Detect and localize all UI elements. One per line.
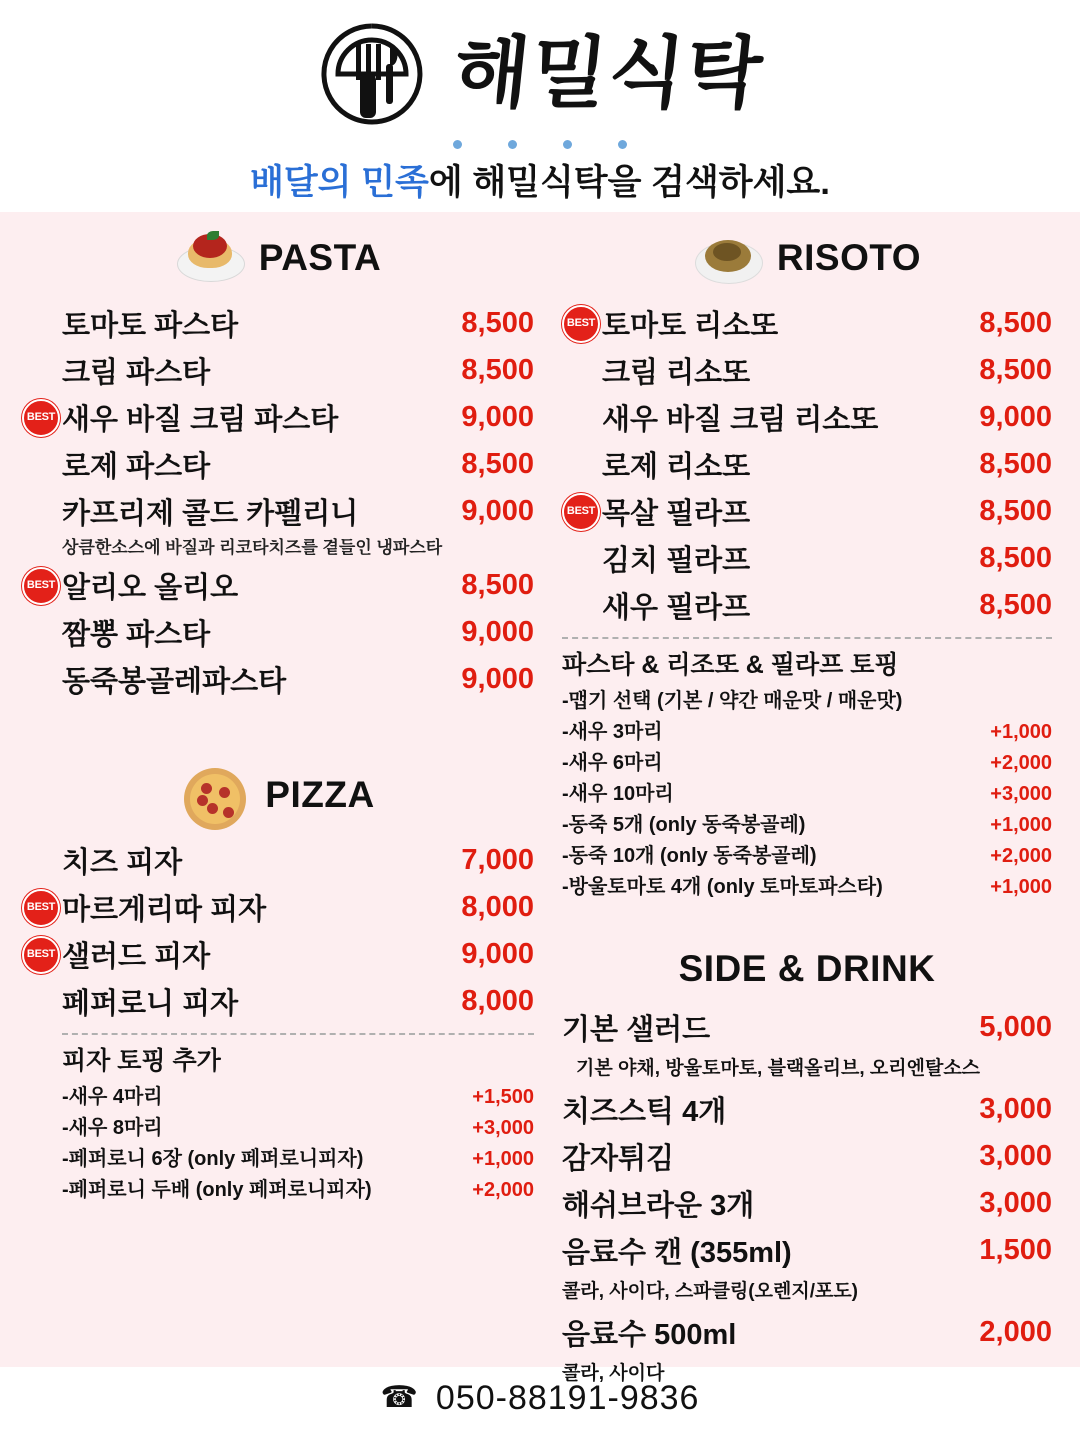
item-name: 치즈스틱 4개 <box>562 1096 727 1128</box>
topping-price: +3,000 <box>472 1117 534 1139</box>
subtitle-rest: 에 해밀식탁을 검색하세요. <box>428 163 830 202</box>
item-description: 기본 야채, 방울토마토, 블랙올리브, 오리엔탈소스 <box>576 1058 981 1079</box>
topping-row <box>62 1141 534 1172</box>
menu-item-row[interactable] <box>22 300 534 347</box>
bowl-fork-spoon-logo-icon <box>316 18 428 130</box>
item-name: 음료수 500ml <box>562 1319 737 1351</box>
item-name: 음료수 캔 (355ml) <box>562 1237 792 1269</box>
topping-name: -맵기 선택 (기본 / 약간 매운맛 / 매운맛) <box>562 690 903 712</box>
topping-name: -동죽 5개 (only 동죽봉골레) <box>562 814 806 836</box>
best-badge: BEST <box>22 567 60 605</box>
item-name: 토마토 리소또 <box>602 310 779 342</box>
menu-item-row[interactable] <box>22 488 534 535</box>
menu-body <box>0 212 1080 1384</box>
decorative-dots <box>0 140 1080 149</box>
telephone-icon: ☎ <box>380 1381 418 1414</box>
topping-row <box>562 745 1052 776</box>
topping-name: -새우 10마리 <box>562 783 674 805</box>
item-price: 9,000 <box>461 663 534 695</box>
menu-item-row[interactable] <box>562 1180 1052 1227</box>
item-name: 해쉬브라운 3개 <box>562 1190 755 1222</box>
best-badge: BEST <box>562 493 600 531</box>
menu-item-row[interactable] <box>22 609 534 656</box>
section-title-pasta: PASTA <box>258 237 382 278</box>
divider <box>562 637 1052 639</box>
badge-slot <box>562 493 602 531</box>
best-badge: BEST <box>562 305 600 343</box>
item-name: 김치 필라프 <box>602 545 751 577</box>
item-name: 감자튀김 <box>562 1143 675 1175</box>
item-name: 새우 필라프 <box>602 592 751 624</box>
topping-name: -방울토마토 4개 (only 토마토파스타) <box>562 876 883 898</box>
item-price: 8,500 <box>461 569 534 601</box>
pizza-icon <box>181 767 251 823</box>
pizza-item-list <box>22 837 534 1025</box>
section-header-pizza <box>22 767 534 823</box>
menu-item-row[interactable] <box>562 1227 1052 1274</box>
item-name: 샐러드 피자 <box>62 941 211 973</box>
section-header-risoto <box>562 230 1052 286</box>
item-price: 3,000 <box>979 1093 1052 1125</box>
menu-item-row[interactable] <box>22 441 534 488</box>
menu-item-row[interactable] <box>22 978 534 1025</box>
item-price: 8,500 <box>979 448 1052 480</box>
topping-price: +1,000 <box>472 1148 534 1170</box>
item-name: 목살 필라프 <box>602 498 751 530</box>
item-price: 9,000 <box>461 938 534 970</box>
menu-item-row[interactable] <box>562 582 1052 629</box>
topping-row <box>562 714 1052 745</box>
menu-item-row[interactable] <box>22 347 534 394</box>
topping-price: +1,000 <box>990 814 1052 836</box>
item-price: 8,500 <box>979 589 1052 621</box>
section-title-risoto: RISOTO <box>776 237 922 278</box>
item-name: 기본 샐러드 <box>562 1014 711 1046</box>
divider <box>62 1033 534 1035</box>
menu-item-row[interactable] <box>562 535 1052 582</box>
item-price: 3,000 <box>979 1140 1052 1172</box>
menu-item-row[interactable] <box>22 656 534 703</box>
item-price: 8,500 <box>461 354 534 386</box>
menu-columns <box>0 224 1080 1391</box>
item-price: 9,000 <box>979 401 1052 433</box>
item-description: 상큼한소스에 바질과 리코타치즈를 곁들인 냉파스타 <box>62 538 443 557</box>
badge-slot <box>22 889 62 927</box>
pasta-dish-icon <box>175 230 245 286</box>
menu-item-row[interactable] <box>22 837 534 884</box>
pasta-item-list <box>22 300 534 703</box>
item-price: 1,500 <box>979 1234 1052 1266</box>
topping-price: +3,000 <box>990 783 1052 805</box>
item-name: 마르게리따 피자 <box>62 894 267 926</box>
topping-price: +2,000 <box>990 752 1052 774</box>
section-header-side-drink <box>562 948 1052 990</box>
item-price: 2,000 <box>979 1316 1052 1348</box>
topping-name: -동죽 10개 (only 동죽봉골레) <box>562 845 817 867</box>
topping-row <box>562 838 1052 869</box>
topping-price: +1,500 <box>472 1086 534 1108</box>
badge-slot <box>22 399 62 437</box>
topping-price: +1,000 <box>990 876 1052 898</box>
section-title-side-drink: SIDE & DRINK <box>678 948 936 989</box>
item-price: 3,000 <box>979 1187 1052 1219</box>
menu-item-row[interactable] <box>562 394 1052 441</box>
side-drink-item-list <box>562 1004 1052 1385</box>
topping-row <box>562 807 1052 838</box>
item-name: 동죽봉골레파스타 <box>62 666 287 698</box>
item-price: 8,500 <box>979 307 1052 339</box>
item-price: 7,000 <box>461 844 534 876</box>
item-price: 8,500 <box>461 448 534 480</box>
topping-row <box>562 869 1052 900</box>
right-column <box>552 224 1080 1391</box>
item-description: 콜라, 사이다 <box>562 1363 665 1384</box>
menu-item-row[interactable] <box>22 931 534 978</box>
item-name: 새우 바질 크림 파스타 <box>62 404 339 436</box>
item-price: 9,000 <box>461 495 534 527</box>
badge-slot <box>22 936 62 974</box>
item-price: 8,000 <box>461 891 534 923</box>
badge-slot <box>562 305 602 343</box>
menu-item-row[interactable] <box>22 394 534 441</box>
phone-number[interactable]: 050-88191-9836 <box>435 1378 700 1417</box>
menu-item-row[interactable] <box>562 441 1052 488</box>
section-title-pizza: PIZZA <box>265 774 375 815</box>
menu-item-row[interactable] <box>562 1133 1052 1180</box>
item-name: 페퍼로니 피자 <box>62 988 239 1020</box>
item-name: 로제 파스타 <box>62 451 211 483</box>
item-price: 8,500 <box>461 307 534 339</box>
item-name: 새우 바질 크림 리소또 <box>602 404 879 436</box>
pasta-risoto-topping-block <box>562 645 1052 900</box>
topping-name: -새우 3마리 <box>562 721 663 743</box>
item-name: 토마토 파스타 <box>62 310 239 342</box>
menu-item-row[interactable] <box>562 300 1052 347</box>
menu-item-row[interactable] <box>562 1309 1052 1356</box>
section-header-pasta <box>22 230 534 286</box>
brand-row <box>0 18 1080 130</box>
topping-title: 피자 토핑 추가 <box>62 1047 221 1075</box>
topping-name: -새우 8마리 <box>62 1117 163 1139</box>
topping-price: +2,000 <box>472 1179 534 1201</box>
risotto-dish-icon <box>693 230 763 286</box>
item-name: 크림 파스타 <box>62 357 211 389</box>
item-price: 9,000 <box>461 616 534 648</box>
topping-row <box>562 683 1052 714</box>
item-name: 알리오 올리오 <box>62 572 239 604</box>
topping-row <box>62 1110 534 1141</box>
item-name: 짬뽕 파스타 <box>62 619 211 651</box>
menu-item-row[interactable] <box>22 884 534 931</box>
best-badge: BEST <box>22 889 60 927</box>
item-price: 8,500 <box>979 495 1052 527</box>
topping-title: 파스타 & 리조또 & 필라프 토핑 <box>562 651 899 679</box>
menu-item-row[interactable] <box>562 488 1052 535</box>
topping-price: +1,000 <box>990 721 1052 743</box>
subtitle-highlight: 배달의 민족 <box>250 163 429 202</box>
item-description: 콜라, 사이다, 스파클링(오렌지/포도) <box>562 1281 859 1302</box>
topping-name: -페퍼로니 6장 (only 페퍼로니피자) <box>62 1148 364 1170</box>
best-badge: BEST <box>22 399 60 437</box>
item-name: 카프리제 콜드 카펠리니 <box>62 498 359 530</box>
badge-slot <box>22 567 62 605</box>
topping-name: -새우 6마리 <box>562 752 663 774</box>
best-badge: BEST <box>22 936 60 974</box>
item-price: 9,000 <box>461 401 534 433</box>
menu-header <box>0 0 1080 212</box>
pizza-topping-block <box>62 1041 534 1203</box>
item-price: 8,500 <box>979 354 1052 386</box>
item-name: 치즈 피자 <box>62 847 183 879</box>
item-price: 8,500 <box>979 542 1052 574</box>
topping-name: -새우 4마리 <box>62 1086 163 1108</box>
left-column <box>0 224 552 1391</box>
item-price: 8,000 <box>461 985 534 1017</box>
topping-name: -페퍼로니 두배 (only 페퍼로니피자) <box>62 1179 372 1201</box>
brand-title: 해밀식탁 <box>449 29 769 119</box>
menu-item-row[interactable] <box>562 347 1052 394</box>
topping-row <box>62 1172 534 1203</box>
item-name: 크림 리소또 <box>602 357 751 389</box>
risoto-item-list <box>562 300 1052 629</box>
topping-row <box>562 776 1052 807</box>
menu-item-row[interactable] <box>562 1086 1052 1133</box>
topping-price: +2,000 <box>990 845 1052 867</box>
item-price: 5,000 <box>979 1011 1052 1043</box>
menu-item-row[interactable] <box>22 562 534 609</box>
topping-row <box>62 1079 534 1110</box>
menu-item-row[interactable] <box>562 1004 1052 1051</box>
subtitle <box>0 155 1080 205</box>
item-name: 로제 리소또 <box>602 451 751 483</box>
